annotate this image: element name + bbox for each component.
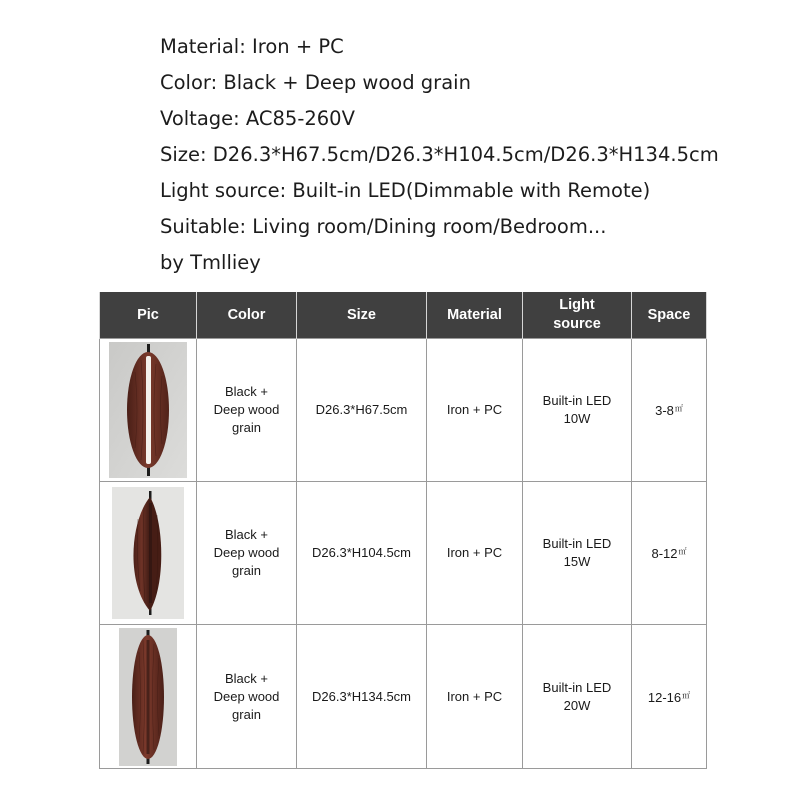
color-cell	[197, 339, 297, 482]
color-line1: Black +	[225, 527, 268, 542]
lamp-photo-small	[109, 342, 187, 478]
color-line2: Deep wood	[213, 688, 280, 704]
space-unit: ㎡	[674, 404, 683, 413]
spec-light-source: Light source: Built-in LED(Dimmable with Remote)	[160, 179, 651, 202]
color-line1: Black +	[225, 670, 268, 686]
light-line1: Built-in LED	[542, 679, 612, 695]
header-pic: Pic	[100, 292, 197, 339]
light-line2: 15W	[563, 554, 591, 569]
table-row	[100, 339, 707, 482]
pic-cell	[100, 625, 197, 769]
pic-cell	[100, 482, 197, 625]
light-line2: 10W	[563, 411, 591, 426]
table-row	[100, 482, 707, 625]
lamp-photo-large	[119, 628, 177, 766]
space-cell	[632, 625, 707, 769]
header-light-source	[523, 292, 632, 339]
color-line3: grain	[232, 706, 261, 722]
material-cell: Iron + PC	[427, 482, 523, 625]
spec-material: Material: Iron + PC	[160, 35, 344, 58]
size-cell: D26.3*H104.5cm	[297, 482, 427, 625]
space-unit: ㎡	[682, 690, 691, 700]
light-line2: 20W	[563, 697, 591, 713]
space-value: 8-12	[651, 546, 678, 561]
pic-cell	[100, 339, 197, 482]
spec-suitable: Suitable: Living room/Dining room/Bedroom...	[160, 215, 607, 238]
spec-color: Color: Black + Deep wood grain	[160, 71, 471, 94]
table-row	[100, 625, 707, 769]
spec-brand: by Tmlliey	[160, 251, 261, 274]
header-size: Size	[297, 292, 427, 339]
light-source-cell	[523, 339, 632, 482]
material-cell: Iron + PC	[427, 339, 523, 482]
space-value: 3-8	[655, 403, 674, 418]
light-source-cell	[523, 625, 632, 769]
space-unit: ㎡	[678, 547, 687, 556]
color-line3: grain	[232, 563, 261, 578]
header-space: Space	[632, 292, 707, 339]
material-cell: Iron + PC	[427, 625, 523, 769]
spec-table	[99, 292, 707, 769]
size-cell: D26.3*H67.5cm	[297, 339, 427, 482]
header-color: Color	[197, 292, 297, 339]
light-line1: Built-in LED	[542, 393, 612, 408]
color-line2: Deep wood	[213, 402, 280, 417]
space-cell	[632, 339, 707, 482]
color-line3: grain	[232, 420, 261, 435]
spec-list	[160, 32, 719, 284]
header-material: Material	[427, 292, 523, 339]
light-source-cell	[523, 482, 632, 625]
color-cell	[197, 482, 297, 625]
space-cell	[632, 482, 707, 625]
size-cell: D26.3*H134.5cm	[297, 625, 427, 769]
table-header-row	[100, 292, 707, 339]
spec-voltage: Voltage: AC85-260V	[160, 107, 355, 130]
space-value: 12-16	[647, 689, 682, 705]
lamp-photo-medium	[112, 487, 184, 619]
light-line1: Built-in LED	[542, 536, 612, 551]
color-line1: Black +	[225, 384, 268, 399]
spec-size: Size: D26.3*H67.5cm/D26.3*H104.5cm/D26.3*H134.5cm	[160, 143, 719, 166]
header-light-line1: Light	[559, 297, 595, 313]
color-line2: Deep wood	[213, 545, 280, 560]
header-light-line2: source	[553, 316, 601, 332]
color-cell	[197, 625, 297, 769]
